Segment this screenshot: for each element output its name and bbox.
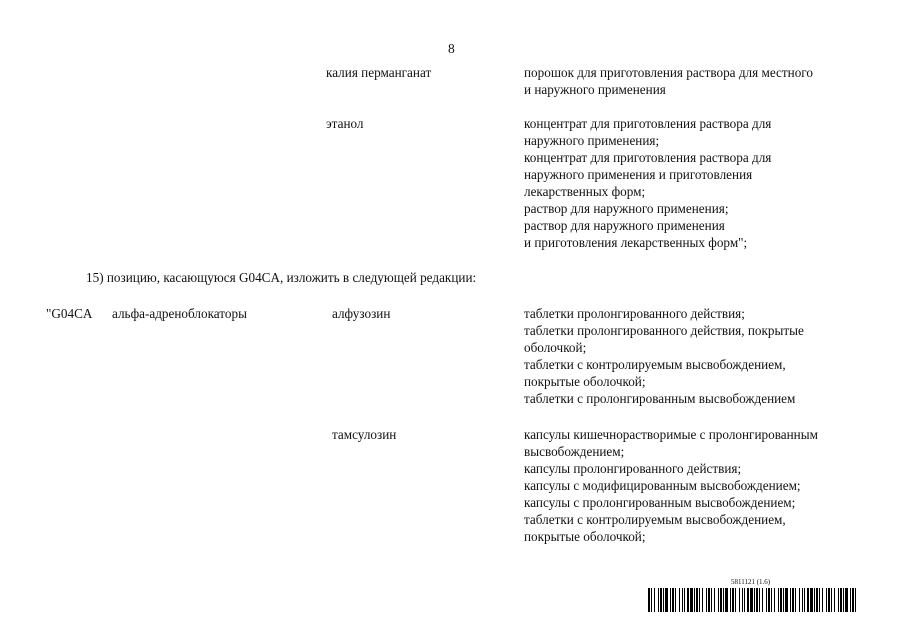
- dosage-forms-tamsulosin: капсулы кишечнорастворимые с пролонгированным высвобождением; капсулы пролонгированного действия; капсулы с модифицированным высвобождением; капсулы с пролонгированным высвобождением; таблетки с контролируемым высвобождением, покрытые оболочкой;: [524, 427, 818, 544]
- instruction-paragraph: 15) позицию, касающуюся G04CA, изложить в следующей редакции:: [86, 270, 477, 285]
- drug-name-ethanol: этанол: [326, 116, 364, 131]
- drug-name-tamsulosin: тамсулозин: [332, 427, 397, 442]
- atc-code: "G04CA: [46, 306, 93, 321]
- dosage-forms-ethanol: концентрат для приготовления раствора для наружного применения; концентрат для приготовления раствора для наружного применения и приготовления лекарственных форм; раствор для наружного применения; раствор для наружного применения и приготовления лекарственных форм";: [524, 116, 772, 250]
- barcode-image: [648, 588, 856, 612]
- barcode-id: 5811121 (1.6): [731, 578, 771, 586]
- drug-name-alfuzosin: алфузозин: [332, 306, 391, 321]
- atc-group-name: альфа-адреноблокаторы: [112, 306, 247, 321]
- dosage-forms-alfuzosin: таблетки пролонгированного действия; таблетки пролонгированного действия, покрытые оболочкой; таблетки с контролируемым высвобождением, покрытые оболочкой; таблетки с пролонгированным высвобождением: [524, 306, 804, 406]
- dosage-forms-potassium-permanganate: порошок для приготовления раствора для местного и наружного применения: [524, 65, 813, 97]
- drug-name-potassium-permanganate: калия перманганат: [326, 65, 432, 80]
- page-number: 8: [448, 41, 455, 56]
